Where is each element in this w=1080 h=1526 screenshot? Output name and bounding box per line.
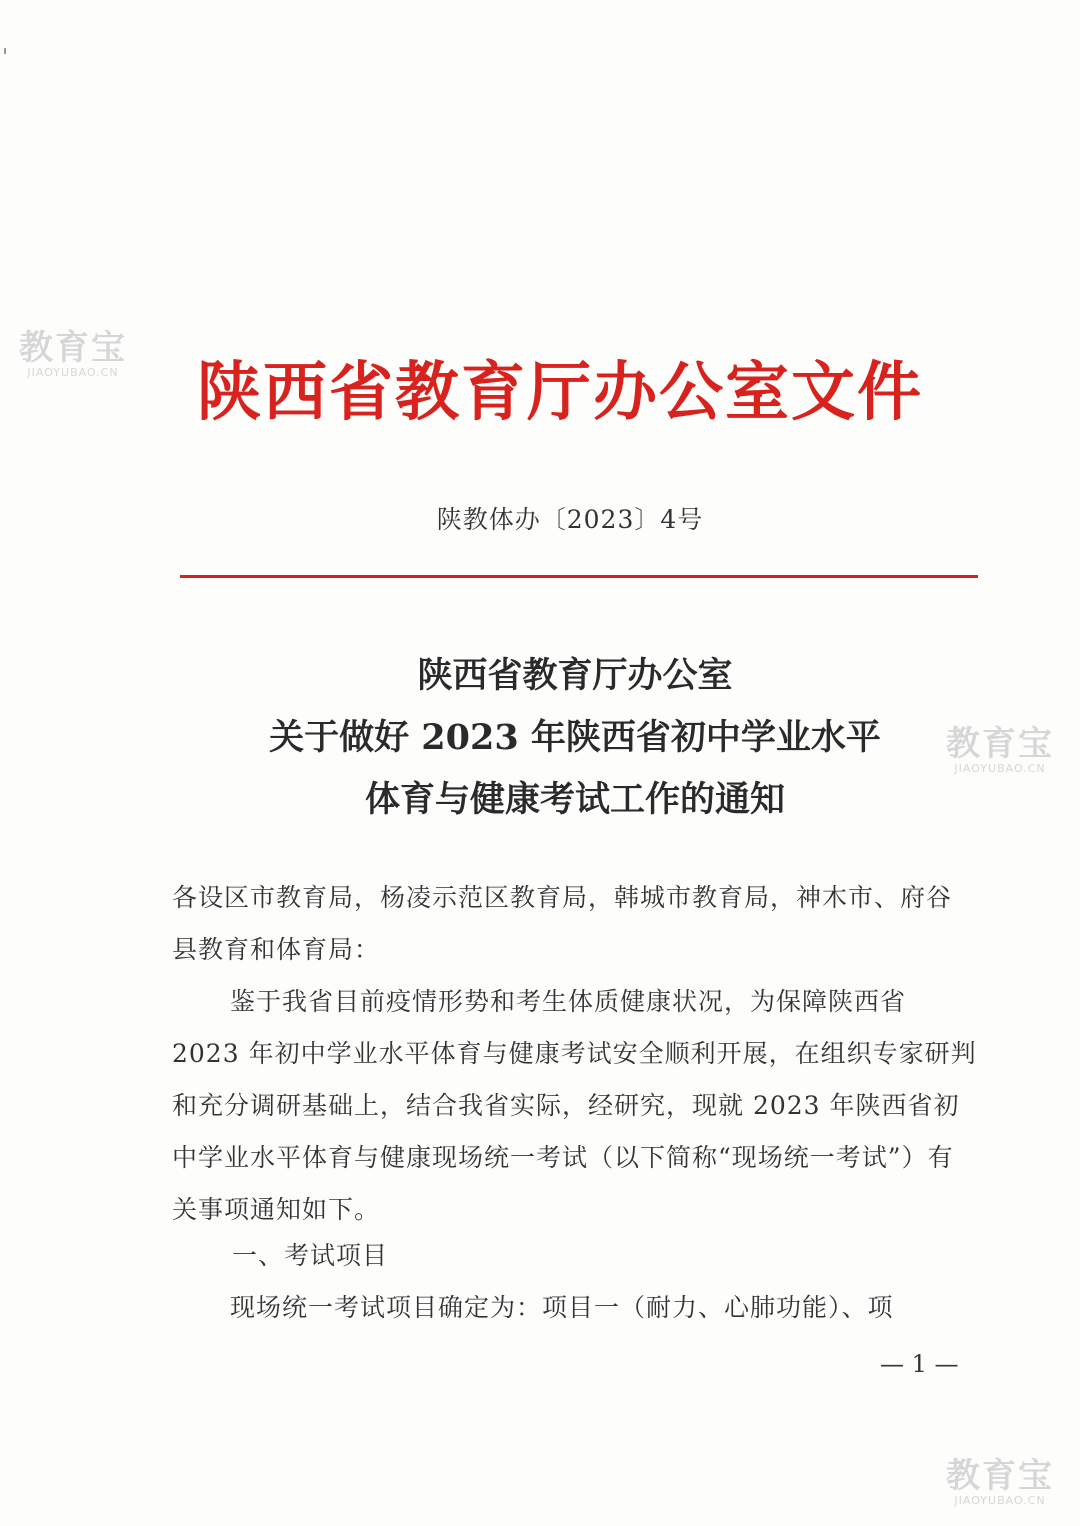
body-paragraph-1: 鉴于我省目前疫情形势和考生体质健康状况，为保障陕西省 2023 年初中学业水平体育与健康考试安全顺利开展，在组织专家研判和充分调研基础上，结合我省实际，经研究，现就 2023 年陕西省初中学业水平体育与健康现场统一考试（以下简称“现场统一考试”）有关事项通知如下。 bbox=[172, 987, 977, 1224]
title-line-1: 陕西省教育厅办公室 bbox=[417, 655, 733, 696]
document-number: 陕教体办〔2023〕4号 bbox=[436, 505, 704, 534]
watermark-text: 教育宝 bbox=[946, 724, 1054, 764]
scan-mark bbox=[4, 48, 6, 54]
watermark-url: JIAOYUBAO.CN bbox=[954, 1494, 1046, 1507]
watermark-logo bbox=[935, 726, 1065, 776]
notice-title bbox=[170, 645, 980, 831]
header-title: 陕西省教育厅办公室文件 bbox=[197, 355, 923, 430]
watermark-logo bbox=[935, 1458, 1065, 1508]
section-heading-exam-items: 一、考试项目 bbox=[232, 1241, 389, 1270]
watermark-url: JIAOYUBAO.CN bbox=[27, 366, 119, 379]
watermark-logo bbox=[8, 330, 138, 380]
title-line-2: 关于做好 2023 年陕西省初中学业水平 bbox=[269, 717, 881, 758]
page-number: — 1 — bbox=[880, 1350, 959, 1378]
body-paragraph-2: 现场统一考试项目确定为：项目一（耐力、心肺功能）、项 bbox=[230, 1293, 894, 1322]
red-divider-line bbox=[180, 575, 978, 578]
watermark-text: 教育宝 bbox=[946, 1456, 1054, 1496]
watermark-url: JIAOYUBAO.CN bbox=[954, 762, 1046, 775]
addressee-paragraph: 各设区市教育局，杨凌示范区教育局，韩城市教育局，神木市、府谷县教育和体育局： bbox=[172, 883, 953, 964]
title-line-3: 体育与健康考试工作的通知 bbox=[364, 779, 785, 820]
watermark-text: 教育宝 bbox=[19, 328, 127, 368]
